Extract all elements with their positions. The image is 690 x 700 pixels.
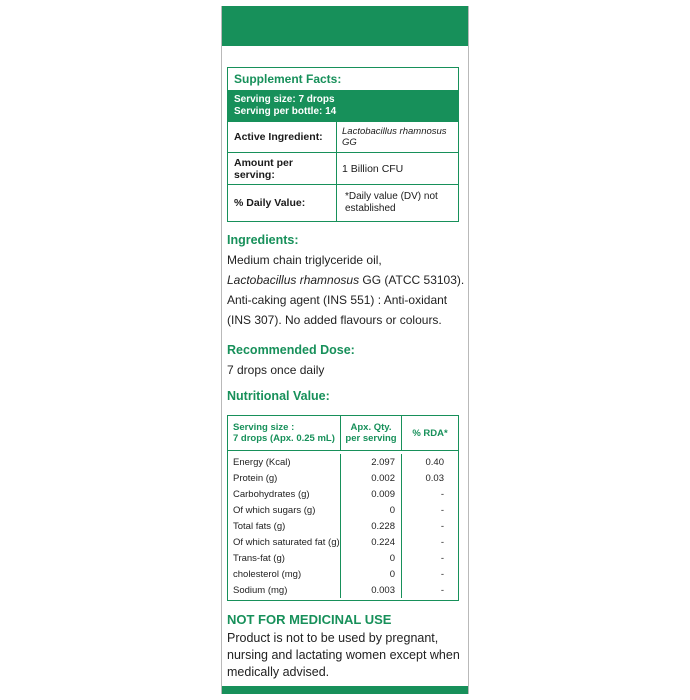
table-row	[228, 566, 458, 582]
ingredients-species: Lactobacillus rhamnosus	[227, 273, 360, 287]
serving-size: Serving size: 7 drops	[234, 94, 335, 105]
serving-info	[228, 90, 458, 121]
nutrient-rda: 0.40	[425, 456, 444, 468]
header-quantity: Apx. Qty. per serving	[340, 416, 402, 450]
nutrient-quantity: 0	[340, 566, 402, 582]
nutrient-name: Total fats (g)	[233, 520, 286, 532]
nutrient-rda: -	[440, 552, 444, 564]
daily-value-row	[228, 184, 458, 221]
header-rda: % RDA*	[412, 427, 448, 439]
nutrient-rda: -	[440, 504, 444, 516]
nutrient-name: Carbohydrates (g)	[233, 488, 310, 500]
ingredients-line-4: (INS 307). No added flavours or colours.	[227, 313, 442, 327]
nutrition-table	[227, 415, 459, 601]
ingredients-text	[227, 250, 465, 330]
nutrient-name: Of which saturated fat (g)	[233, 536, 340, 548]
active-ingredient-label: Active Ingredient:	[228, 122, 337, 152]
table-row	[228, 454, 458, 470]
table-row	[228, 582, 458, 598]
amount-per-serving-row	[228, 152, 458, 184]
nutrient-rda: -	[440, 488, 444, 500]
supplement-facts-title: Supplement Facts:	[234, 72, 342, 86]
active-ingredient-row	[228, 121, 458, 152]
nutrient-quantity: 2.097	[340, 454, 402, 470]
nutrient-rda: -	[440, 536, 444, 548]
top-green-band	[222, 6, 468, 46]
nutrient-quantity: 0.224	[340, 534, 402, 550]
recommended-dose-heading: Recommended Dose:	[227, 343, 355, 357]
nutrient-name: Energy (Kcal)	[233, 456, 291, 468]
daily-value-note: *Daily value (DV) not established	[345, 191, 438, 214]
nutrition-table-header	[228, 416, 458, 451]
nutritional-value-heading: Nutritional Value:	[227, 389, 330, 403]
table-row	[228, 486, 458, 502]
amount-per-serving-label: Amount per serving:	[228, 153, 337, 184]
nutrient-name: Trans-fat (g)	[233, 552, 285, 564]
product-label	[221, 6, 469, 694]
ingredients-heading: Ingredients:	[227, 233, 299, 247]
serving-per-bottle: Serving per bottle: 14	[234, 106, 337, 117]
nutrient-rda: -	[440, 568, 444, 580]
nutrient-quantity: 0	[340, 502, 402, 518]
nutrient-rda: -	[440, 584, 444, 596]
nutrient-name: Of which sugars (g)	[233, 504, 316, 516]
table-row	[228, 550, 458, 566]
nutrient-quantity: 0	[340, 550, 402, 566]
recommended-dose-text: 7 drops once daily	[227, 363, 325, 377]
ingredients-line-3: Anti-caking agent (INS 551) : Anti-oxidant	[227, 293, 448, 307]
supplement-facts-box	[227, 67, 459, 222]
nutrient-rda: -	[440, 520, 444, 532]
table-row	[228, 470, 458, 486]
nutrient-quantity: 0.002	[340, 470, 402, 486]
header-serving-size: Serving size : 7 drops (Apx. 0.25 mL)	[233, 422, 335, 444]
nutrition-table-body	[228, 451, 458, 600]
table-row	[228, 534, 458, 550]
ingredients-line-2	[227, 270, 465, 290]
ingredients-strain: GG (ATCC 53103).	[359, 273, 465, 287]
nutrient-name: Sodium (mg)	[233, 584, 288, 596]
amount-per-serving-value: 1 Billion CFU	[342, 162, 404, 175]
bottom-green-band	[222, 686, 468, 694]
nutrient-quantity: 0.003	[340, 582, 402, 598]
nutrient-quantity: 0.009	[340, 486, 402, 502]
table-row	[228, 518, 458, 534]
nutrient-rda: 0.03	[425, 472, 444, 484]
table-row	[228, 502, 458, 518]
daily-value-label: % Daily Value:	[228, 185, 337, 221]
nutrient-name: Protein (g)	[233, 472, 278, 484]
warning-heading: NOT FOR MEDICINAL USE	[227, 612, 392, 627]
ingredients-line-1: Medium chain triglyceride oil,	[227, 253, 382, 267]
nutrient-name: cholesterol (mg)	[233, 568, 302, 580]
warning-text: Product is not to be used by pregnant, nursing and lactating women except when medically advised.	[227, 631, 460, 679]
nutrient-quantity: 0.228	[340, 518, 402, 534]
active-ingredient-value: Lactobacillus rhamnosus GG	[342, 126, 447, 148]
